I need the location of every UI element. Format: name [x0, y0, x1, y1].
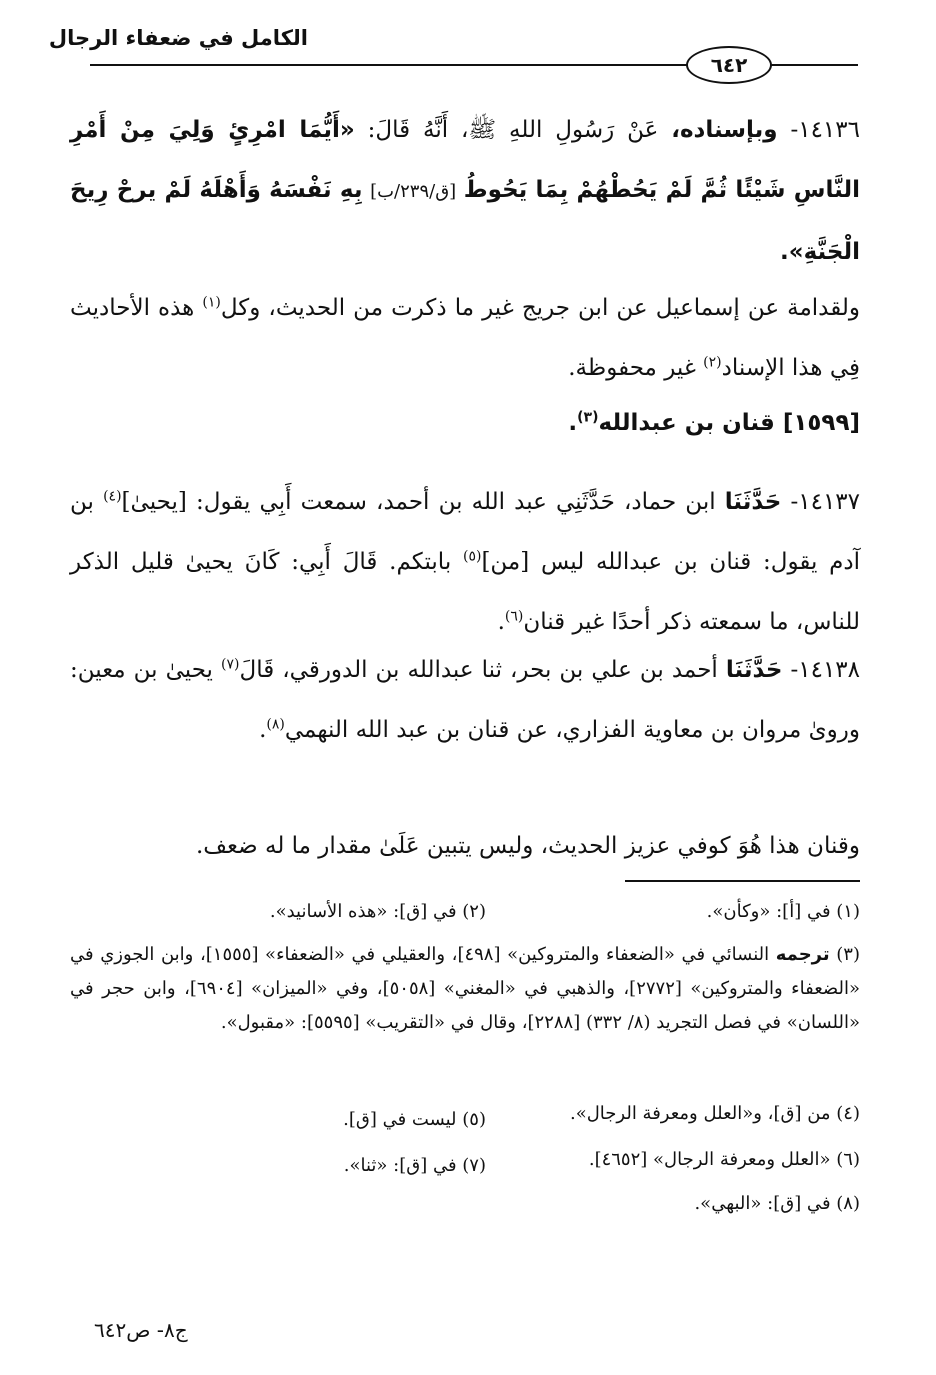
footnote-ref-7: (٧) — [221, 656, 240, 673]
footnote-4: (٤) من [ق]، و«العلل ومعرفة الرجال». — [569, 1103, 860, 1124]
footnote-1: (١) في [أ]: «وكأن». — [706, 901, 860, 922]
hadith-text-continued: يحيىٰ بن معين: وروىٰ مروان بن معاوية الفزاري، عن قنان بن عبد الله النهمي — [70, 657, 860, 743]
hadith-number: ١٤١٣٨- — [790, 657, 861, 683]
footnote-ref-3: (٣) — [577, 409, 599, 426]
hadith-text: «أَيُّمَا امْرِئٍ وَلِيَ مِنْ أَمْرِ النَّاسِ شَيْئًا ثُمَّ لَمْ يَحُطْهُمْ بِمَا يَحُوطُ — [70, 117, 860, 203]
hadith-text: ابن حماد، حَدَّثَنِي عبد الله بن أحمد، سمعت أَبِي يقول: [يحيىٰ] — [121, 489, 716, 515]
footnote-ref-6: (٦) — [504, 608, 524, 625]
footnote-8: (٨) في [ق]: «البهي». — [694, 1193, 860, 1214]
hadith-text-continued: بن آدم يقول: قنان بن عبدالله ليس [من] — [70, 489, 860, 575]
hadith-14136 — [70, 100, 860, 282]
hadith-number: ١٤١٣٦- — [790, 117, 860, 143]
hadith-intro: عَنْ رَسُولِ اللهِ ﷺ، أَنَّهُ قَالَ: — [367, 117, 659, 143]
footnote-ref-4: (٤) — [103, 488, 122, 505]
hadith-14138 — [70, 640, 860, 760]
hadith-text: أحمد بن علي بن بحر، ثنا عبدالله بن الدورقي، قَالَ — [239, 657, 718, 683]
hadith-14137 — [70, 472, 860, 652]
closing-paragraph: وقنان هذا هُوَ كوفي عزيز الحديث، وليس يتبين عَلَىٰ مقدار ما له ضعف. — [195, 833, 860, 859]
footnote-3-bold: ترجمه — [775, 944, 830, 965]
hadith-text-more: بابتكم. قَالَ أَبِي: كَانَ يحيىٰ قليل الذكر للناس، ما سمعته ذكر أحدًا غير قنان — [70, 549, 860, 635]
hadith-end: . — [259, 717, 267, 743]
footnote-rule — [625, 880, 860, 882]
note-text-continued: هذه الأحاديث فِي هذا الإسناد — [70, 295, 860, 381]
footnote-3-text: النسائي في «الضعفاء والمتروكين» [٤٩٨]، والعقيلي في «الضعفاء» [١٥٥٥]، وابن الجوزي في «الضعفاء والمتروكين» [٢٧٧٢]، والذهبي في «المغني» [٥٠٥٨]، وفي «الميزان» [٦٩٠٤]، وابن حجر في «اللسان» في فصل التجريد (٨/ ٣٣٢) [٢٢٨٨]، وقال في «التقريب» [٥٥٩٥]: «مقبول». — [70, 944, 861, 1033]
hadith-lead: وبإسناده، — [671, 117, 778, 143]
page-reference: ج٨- ص٦٤٢ — [94, 1318, 188, 1342]
footnote-3 — [70, 938, 860, 1040]
hadith-lead: حَدَّثَنَا — [724, 489, 782, 515]
entry-end: . — [568, 410, 578, 436]
note-paragraph — [70, 278, 860, 398]
hadith-text-continued: بِهِ نَفْسَهُ وَأَهْلَهُ لَمْ يرحْ رِيحَ الْجَنَّةِ». — [70, 177, 860, 265]
note-text: ولقدامة عن إسماعيل عن ابن جريج غير ما ذكرت من الحديث، وكل — [220, 295, 861, 321]
hadith-end: . — [497, 609, 505, 635]
footnote-7: (٧) في [ق]: «ثنا». — [343, 1155, 486, 1176]
footnote-5: (٥) ليست في [ق]. — [343, 1109, 486, 1130]
footnote-ref-5: (٥) — [462, 548, 482, 565]
footnote-ref-2: (٢) — [703, 354, 722, 371]
footnote-2: (٢) في [ق]: «هذه الأسانيد». — [269, 901, 486, 922]
page-number: ٦٤٢ — [686, 46, 772, 84]
footnote-ref-1: (١) — [202, 294, 221, 311]
running-title: الكامل في ضعفاء الرجال — [48, 26, 308, 50]
hadith-lead: حَدَّثَنَا — [725, 657, 783, 683]
manuscript-ref: [ق/٢٣٩/ب] — [370, 181, 457, 202]
entry-heading — [568, 410, 860, 436]
entry-label: [١٥٩٩] قنان بن عبدالله — [598, 410, 860, 436]
footnote-ref-8: (٨) — [266, 716, 285, 733]
hadith-number: ١٤١٣٧- — [790, 489, 861, 515]
footnote-3-label: (٣) — [836, 944, 860, 965]
footnote-6: (٦) «العلل ومعرفة الرجال» [٤٦٥٢]. — [588, 1149, 860, 1170]
note-text-end: غير محفوظة. — [568, 355, 696, 381]
